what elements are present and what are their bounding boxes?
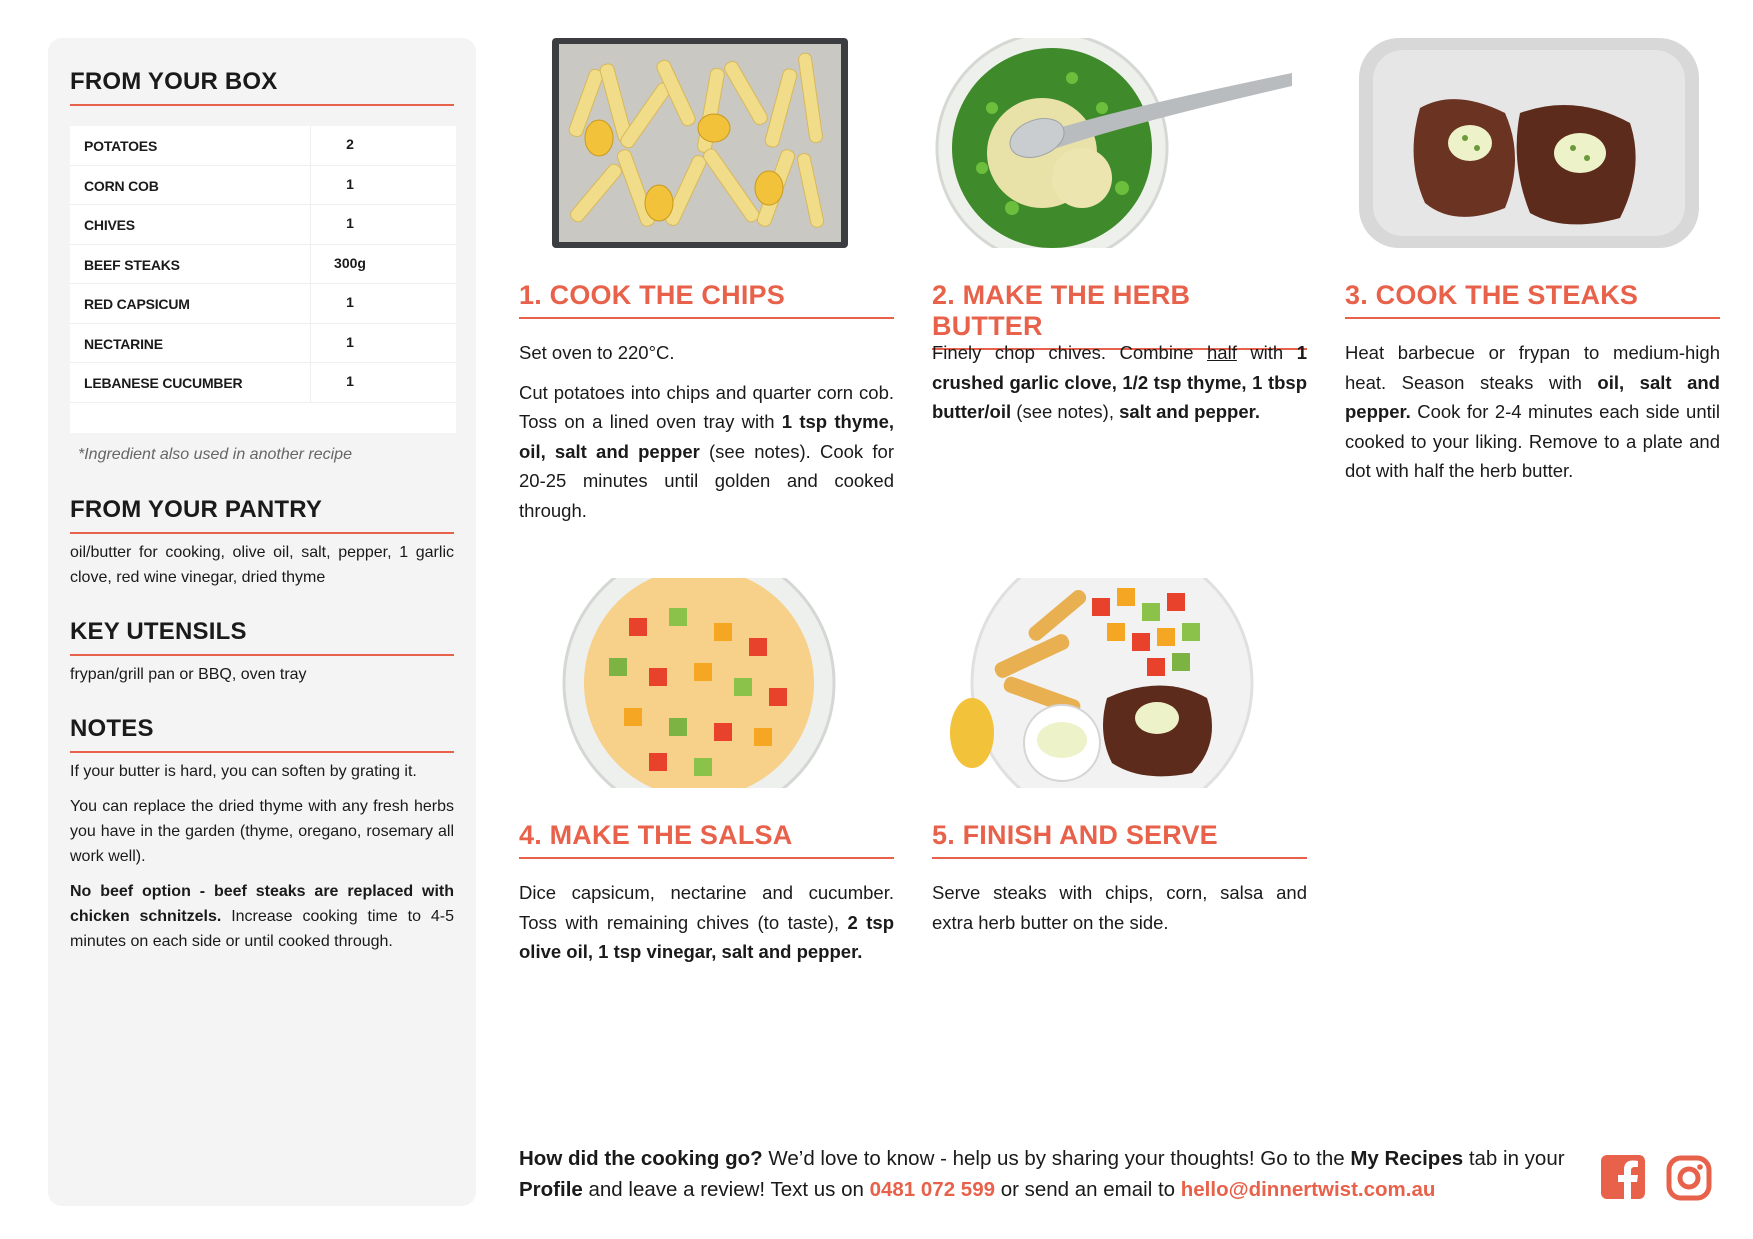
email-link[interactable]: hello@dinnertwist.com.au (1180, 1178, 1436, 1201)
ingredient-name: POTATOES (84, 138, 158, 154)
instagram-icon[interactable] (1666, 1155, 1712, 1201)
step-1-p2 (519, 378, 894, 526)
step-4-photo (519, 578, 894, 788)
table-row (70, 126, 456, 166)
step-4-a: Dice capsicum, nectarine and cucumber. Toss with remaining chives (to taste), (519, 882, 894, 933)
step-2-photo (932, 38, 1307, 248)
step-1-p2a: Cut potatoes into chips and quarter corn cob. Toss on a lined oven tray with (519, 381, 894, 432)
step-2-d: (see notes), (1011, 401, 1120, 422)
step-3-c: Cook for 2-4 minutes each side until cooked to your liking. Remove to a plate and dot with half the herb butter. (1345, 401, 1720, 481)
notes-heading: NOTES (70, 715, 454, 753)
step-3-photo (1345, 38, 1720, 248)
from-your-box-heading: FROM YOUR BOX (70, 68, 454, 106)
step-1-title: 1. COOK THE CHIPS (519, 280, 894, 319)
step-1-p2b: 1 tsp thyme, oil, salt and pepper (519, 411, 894, 462)
utensils-text: frypan/grill pan or BBQ, oven tray (70, 666, 307, 683)
step-5-text (932, 878, 1307, 947)
footer-text-1: We’d love to know - help us by sharing your thoughts! Go to the (762, 1147, 1351, 1170)
step-1-p2c: (see notes). Cook for 20-25 minutes until golden and cooked through. (519, 440, 894, 521)
step-4-text (519, 878, 894, 977)
table-row (70, 205, 456, 245)
pantry-text: oil/butter for cooking, olive oil, salt, pepper, 1 garlic clove, red wine vinegar, dried thyme (70, 544, 454, 586)
from-your-pantry-heading: FROM YOUR PANTRY (70, 496, 454, 534)
step-4-title: 4. MAKE THE SALSA (519, 820, 894, 859)
profile-link[interactable]: Profile (519, 1178, 583, 1201)
ingredients-table (70, 126, 456, 433)
ingredient-qty: 300g (334, 254, 366, 271)
step-3-title: 3. COOK THE STEAKS (1345, 280, 1720, 319)
ingredient-name: LEBANESE CUCUMBER (84, 375, 243, 391)
ingredient-name: RED CAPSICUM (84, 296, 190, 312)
facebook-icon[interactable] (1601, 1155, 1645, 1199)
step-3-a: Heat barbecue or frypan to medium-high heat. Season steaks with (1345, 342, 1720, 393)
ingredient-qty: 1 (346, 175, 354, 192)
note-3 (70, 879, 454, 954)
ingredient-qty: 1 (346, 373, 354, 389)
step-1-photo (519, 38, 894, 248)
ingredient-qty: 1 (346, 294, 354, 310)
notes-text (70, 759, 454, 964)
review-prompt (519, 1143, 1579, 1205)
table-row (70, 363, 456, 403)
step-2-title: 2. MAKE THE HERB BUTTER (932, 280, 1307, 350)
step-4-b: 2 tsp olive oil, 1 tsp vinegar, salt and pepper. (519, 911, 895, 962)
ingredient-name: BEEF STEAKS (84, 256, 180, 273)
step-2-half: half (1207, 342, 1237, 363)
step-5-title: 5. FINISH AND SERVE (932, 820, 1307, 859)
step-4-p (519, 878, 894, 967)
phone-link[interactable]: 0481 072 599 (869, 1178, 995, 1201)
footer-text-4: or send an email to (995, 1178, 1181, 1201)
ingredients-sidebar (48, 38, 476, 1206)
step-1-p1: Set oven to 220°C. (519, 342, 675, 363)
note-1: If your butter is hard, you can soften by grating it. (70, 763, 417, 780)
step-2-e: salt and pepper. (1119, 401, 1260, 422)
review-question: How did the cooking go? (519, 1147, 763, 1170)
step-5-p: Serve steaks with chips, corn, salsa and extra herb butter on the side. (932, 882, 1307, 933)
footer-text-3: and leave a review! Text us on (582, 1178, 870, 1201)
step-3-p (1345, 338, 1720, 486)
table-row (70, 166, 456, 206)
footer-text-2: tab in your (1463, 1147, 1565, 1170)
table-row (70, 284, 456, 324)
step-1-text (519, 338, 894, 535)
step-2-b: with (1236, 342, 1297, 363)
step-3-text (1345, 338, 1720, 496)
step-3-b: oil, salt and pepper. (1345, 371, 1720, 422)
note-3-rest: Increase cooking time to 4-5 minutes on each side or until cooked through. (70, 908, 454, 950)
table-row (70, 245, 456, 285)
ingredient-qty: 1 (346, 333, 354, 350)
ingredient-footnote: *Ingredient also used in another recipe (78, 446, 352, 463)
ingredient-name: NECTARINE (84, 335, 163, 352)
ingredient-name: CORN COB (84, 177, 159, 194)
step-5-photo (932, 578, 1307, 788)
step-2-text (932, 338, 1307, 437)
ingredient-qty: 2 (346, 136, 354, 152)
step-2-c: 1 crushed garlic clove, 1/2 tsp thyme, 1 tbsp butter/oil (932, 342, 1308, 422)
my-recipes-link[interactable]: My Recipes (1350, 1147, 1464, 1170)
note-2: You can replace the dried thyme with any fresh herbs you have in the garden (thyme, oregano, rosemary all work well). (70, 798, 454, 865)
ingredient-name: CHIVES (84, 217, 135, 233)
step-2-p (932, 338, 1307, 427)
note-3-bold: No beef option - beef steaks are replaced with chicken schnitzels. (70, 883, 454, 925)
table-row (70, 324, 456, 364)
ingredient-qty: 1 (346, 215, 354, 231)
key-utensils-heading: KEY UTENSILS (70, 618, 454, 656)
step-2-a: Finely chop chives. Combine (932, 342, 1208, 363)
